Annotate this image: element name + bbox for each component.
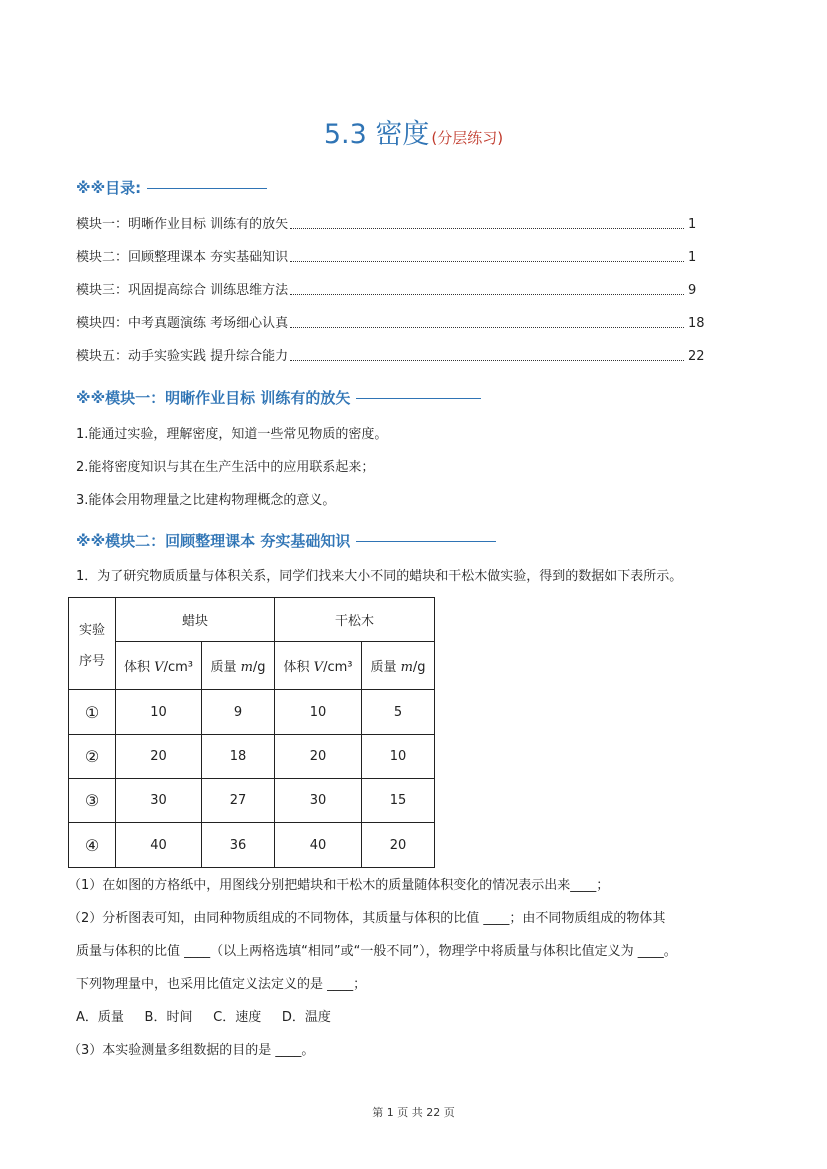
row-id: ① — [69, 690, 116, 735]
toc-item-page: 1 — [688, 217, 697, 232]
toc-item-2[interactable] — [76, 248, 712, 268]
toc-leader — [290, 327, 684, 328]
wood-mass-cell: 20 — [362, 823, 435, 868]
mass-prefix: 质量 — [370, 660, 401, 675]
mass-unit: /g — [412, 660, 426, 675]
wax-mass-cell: 18 — [202, 735, 275, 779]
toc-item-4[interactable] — [76, 314, 712, 334]
wax-mass-cell: 27 — [202, 779, 275, 823]
goal-1: 1.能通过实验，理解密度，知道一些常见物质的密度。 — [76, 427, 388, 442]
wood-mass-cell: 15 — [362, 779, 435, 823]
sub-question-1: （1）在如图的方格纸中，用图线分别把蜡块和干松木的质量随体积变化的情况表示出来____； — [68, 878, 610, 893]
wood-mass-cell: 5 — [362, 690, 435, 735]
page-footer: 第 1 页 共 22 页 — [372, 1106, 455, 1119]
wax-volume-cell: 20 — [116, 735, 202, 779]
vol-prefix: 体积 — [124, 660, 155, 675]
header-corner — [69, 598, 116, 690]
toc-leader — [290, 294, 684, 295]
toc-item-page: 9 — [688, 283, 697, 298]
wood-volume-cell: 40 — [275, 823, 362, 868]
toc-item-label: 模块三：巩固提高综合 训练思维方法 — [76, 283, 289, 298]
goal-2: 2.能将密度知识与其在生产生活中的应用联系起来； — [76, 460, 375, 475]
toc-item-page: 22 — [688, 349, 705, 364]
wax-volume-cell: 40 — [116, 823, 202, 868]
toc-item-page: 1 — [688, 250, 697, 265]
sub-question-2-line3: 下列物理量中，也采用比值定义法定义的是 ____； — [76, 977, 367, 992]
vol-unit: /cm³ — [163, 660, 193, 675]
wood-volume-cell: 30 — [275, 779, 362, 823]
toc-heading-text: ※※目录: — [76, 179, 142, 197]
toc-leader — [290, 261, 684, 262]
wax-mass-cell: 36 — [202, 823, 275, 868]
header-wax-mass — [202, 642, 275, 690]
question-1-intro: 1．为了研究物质质量与体积关系，同学们找来大小不同的蜡块和干松木做实验，得到的数据如下表所示。 — [76, 569, 683, 584]
sub-question-3: （3）本实验测量多组数据的目的是 ____。 — [68, 1043, 315, 1058]
vol-unit: /cm³ — [323, 660, 353, 675]
answer-options: A．质量 B．时间 C．速度 D．温度 — [76, 1010, 331, 1025]
wax-volume-cell: 30 — [116, 779, 202, 823]
toc-item-label: 模块一：明晰作业目标 训练有的放矢 — [76, 217, 289, 232]
module1-heading — [76, 388, 481, 408]
wax-volume-cell: 10 — [116, 690, 202, 735]
header-wood-mass — [362, 642, 435, 690]
table-row — [69, 823, 435, 868]
toc-item-label: 模块四：中考真题演练 考场细心认真 — [76, 316, 289, 331]
module2-heading-rule — [356, 541, 496, 542]
row-id: ④ — [69, 823, 116, 868]
module2-heading-text: ※※模块二：回顾整理课本 夯实基础知识 — [76, 532, 351, 550]
table-row — [69, 690, 435, 735]
module2-heading — [76, 531, 496, 551]
toc-item-5[interactable] — [76, 347, 712, 367]
vol-prefix: 体积 — [283, 660, 314, 675]
toc-heading-rule — [147, 188, 267, 189]
header-wood-volume — [275, 642, 362, 690]
toc-leader — [290, 228, 684, 229]
table-header-row — [69, 598, 435, 642]
module1-heading-rule — [356, 398, 481, 399]
sub-question-2-line2: 质量与体积的比值 ____（以上两格选填“相同”或“一般不同”），物理学中将质量与体积比值定义为 ____。 — [76, 944, 677, 959]
page-title — [0, 118, 827, 155]
toc-heading — [76, 178, 267, 198]
title-subtitle: (分层练习) — [431, 129, 504, 147]
row-id: ② — [69, 735, 116, 779]
header-wood: 干松木 — [275, 598, 435, 642]
toc-item-label: 模块二：回顾整理课本 夯实基础知识 — [76, 250, 289, 265]
wax-mass-cell: 9 — [202, 690, 275, 735]
mass-unit: /g — [252, 660, 266, 675]
row-id: ③ — [69, 779, 116, 823]
sub-question-2-line1: （2）分析图表可知，由同种物质组成的不同物体，其质量与体积的比值 ____；由不同物质组成的物体其 — [68, 911, 666, 926]
title-main: 5.3 密度 — [323, 119, 430, 150]
header-wax-volume — [116, 642, 202, 690]
header-corner-line2: 序号 — [78, 653, 105, 669]
vol-symbol: V — [313, 660, 324, 675]
goal-3: 3.能体会用物理量之比建构物理概念的意义。 — [76, 493, 336, 508]
table-row — [69, 735, 435, 779]
header-corner-line1: 实验 — [78, 622, 105, 638]
mass-symbol: m — [240, 660, 253, 675]
table-subheader-row — [69, 642, 435, 690]
toc-item-label: 模块五：动手实验实践 提升综合能力 — [76, 349, 289, 364]
toc-item-3[interactable] — [76, 281, 712, 301]
toc-item-1[interactable] — [76, 215, 712, 235]
header-wax: 蜡块 — [116, 598, 275, 642]
wood-volume-cell: 20 — [275, 735, 362, 779]
mass-prefix: 质量 — [210, 660, 241, 675]
wood-volume-cell: 10 — [275, 690, 362, 735]
vol-symbol: V — [154, 660, 164, 675]
data-table — [68, 597, 435, 868]
table-row — [69, 779, 435, 823]
toc-item-page: 18 — [688, 316, 705, 331]
module1-heading-text: ※※模块一：明晰作业目标 训练有的放矢 — [76, 389, 351, 407]
mass-symbol: m — [400, 660, 413, 675]
toc-leader — [290, 360, 684, 361]
wood-mass-cell: 10 — [362, 735, 435, 779]
